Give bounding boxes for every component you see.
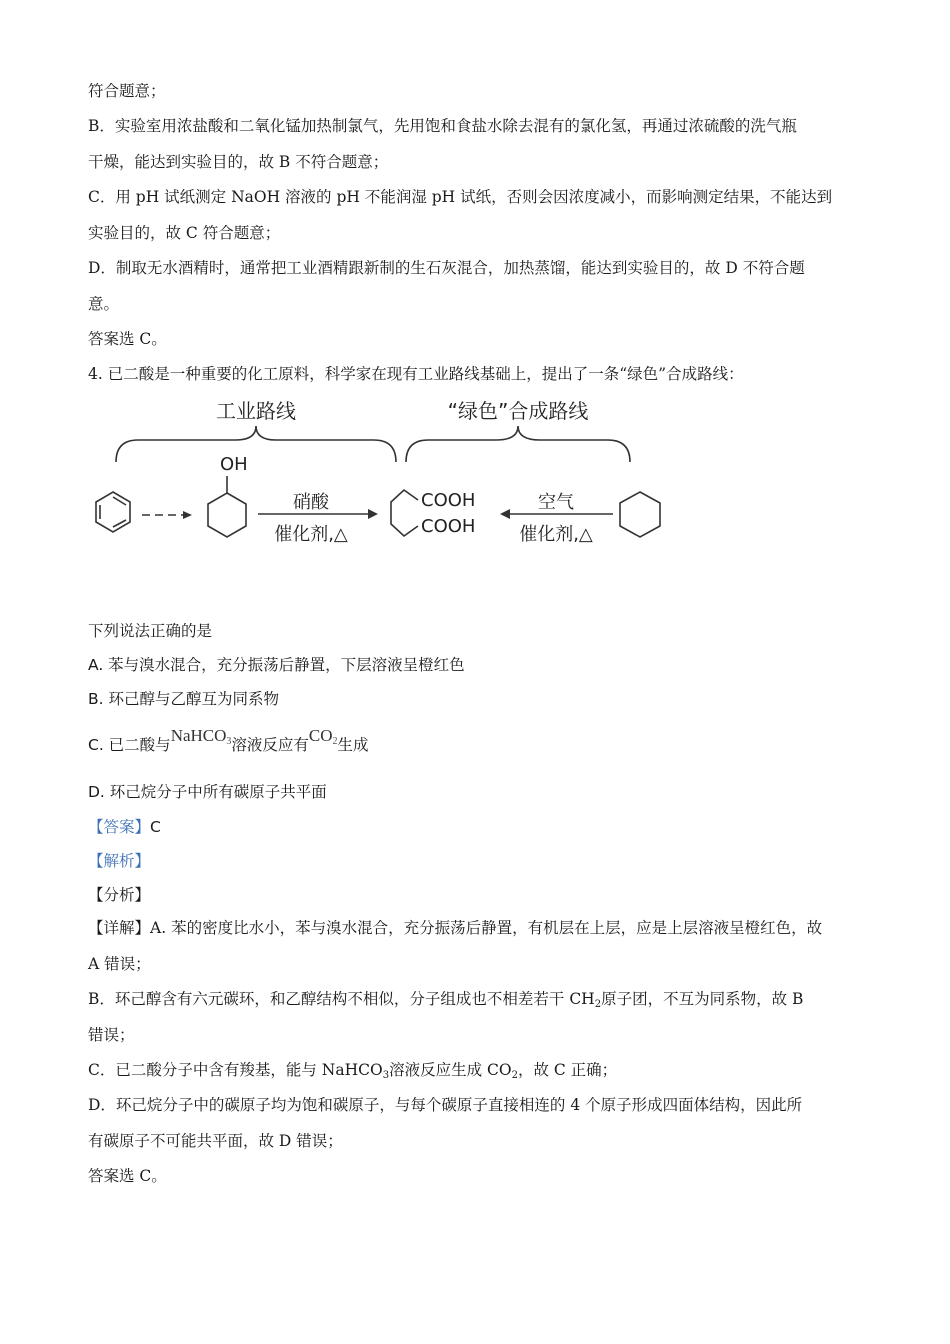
text-line: 答案选 C。 bbox=[88, 330, 167, 348]
text-line: C．用 pH 试纸测定 NaOH 溶液的 pH 不能润湿 pH 试纸，否则会因浓度减小，而影响测定结果，不能达到 bbox=[88, 188, 833, 206]
forward-arrow-head bbox=[368, 509, 378, 519]
fenxi-tag: 【分析】 bbox=[88, 886, 151, 904]
reagent-air: 空气 bbox=[538, 492, 574, 513]
answer-tag: 【答案】 bbox=[88, 818, 151, 836]
detail-b-line1: B．环己醇含有六元碳环，和乙醇结构不相似，分子组成也不相差若干 $CH_2$原子团，不互为同系物，故 B bbox=[88, 990, 804, 1010]
question-prompt: 下列说法正确的是 bbox=[88, 622, 213, 640]
detail-a-line1: 【详解】A. 苯的密度比水小，苯与溴水混合，充分振荡后静置，有机层在上层，应是上层溶液呈橙红色，故 bbox=[88, 919, 823, 937]
detail-d-line2: 有碳原子不可能共平面，故 D 错误； bbox=[88, 1132, 343, 1150]
adipic-acid-chain bbox=[391, 490, 418, 536]
question-stem: 4. 已二酸是一种重要的化工原料，科学家在现有工业路线基础上，提出了一条“绿色”合成路线： bbox=[88, 365, 744, 383]
final-answer: 答案选 C。 bbox=[88, 1167, 167, 1185]
oh-label: OH bbox=[220, 454, 248, 475]
cooh-bottom-label: COOH bbox=[421, 516, 476, 537]
text-line: 干燥，能达到实验目的，故 B 不符合题意； bbox=[88, 153, 389, 171]
option-c-part2: 溶液反应有 bbox=[231, 736, 309, 754]
option-c-formula-2: $CO_2$ bbox=[308, 726, 338, 747]
detail-b-line2: 错误； bbox=[88, 1026, 135, 1044]
text-line: 符合题意； bbox=[88, 82, 166, 100]
green-brace bbox=[406, 426, 630, 462]
option-c-formula-1: NaHCO$_3$ bbox=[170, 726, 232, 747]
option-c-part3: 生成 bbox=[337, 736, 369, 754]
catalyst-left-label: 催化剂,△ bbox=[274, 524, 348, 545]
option-c bbox=[88, 726, 369, 755]
text-line: B．实验室用浓盐酸和二氧化锰加热制氯气，先用饱和食盐水除去混有的氯化氢，再通过浓硫酸的洗气瓶 bbox=[88, 117, 797, 135]
option-b: B. 环己醇与乙醇互为同系物 bbox=[88, 690, 279, 708]
synthesis-route-diagram bbox=[86, 390, 676, 555]
backward-arrow-head bbox=[500, 509, 510, 519]
option-d: D. 环己烷分子中所有碳原子共平面 bbox=[88, 783, 327, 801]
option-a: A. 苯与溴水混合，充分振荡后静置，下层溶液呈橙红色 bbox=[88, 656, 465, 674]
cyclohexane-ring bbox=[620, 492, 660, 537]
detail-a-line2: A 错误； bbox=[88, 955, 151, 973]
benzene-ring bbox=[96, 492, 130, 532]
industrial-route-label: 工业路线 bbox=[216, 399, 296, 423]
answer-value: C bbox=[150, 818, 161, 836]
dashed-arrow-head bbox=[183, 511, 192, 519]
detail-d-line1: D．环己烷分子中的碳原子均为饱和碳原子，与每个碳原子直接相连的 4 个原子形成四面体结构，因此所 bbox=[88, 1096, 803, 1114]
industrial-brace bbox=[116, 426, 396, 462]
cyclohexanol-ring bbox=[208, 493, 246, 537]
detail-tag: 【详解】 bbox=[88, 919, 151, 937]
text-line: 实验目的，故 C 符合题意； bbox=[88, 224, 281, 242]
detail-c-line: C．已二酸分子中含有羧基，能与 NaHCO$_3$溶液反应生成 $CO_2$，故 C 正确； bbox=[88, 1061, 618, 1081]
cooh-top-label: COOH bbox=[421, 490, 476, 511]
option-c-part1: C. 已二酸与 bbox=[88, 736, 171, 754]
text-line: 意。 bbox=[88, 295, 120, 313]
catalyst-right-label: 催化剂,△ bbox=[519, 524, 593, 545]
analysis-tag: 【解析】 bbox=[88, 852, 151, 870]
text-line: D．制取无水酒精时，通常把工业酒精跟新制的生石灰混合，加热蒸馏，能达到实验目的，故 D 不符合题 bbox=[88, 259, 805, 277]
reagent-nitric-acid: 硝酸 bbox=[293, 492, 329, 513]
green-route-label: “绿色”合成路线 bbox=[447, 399, 589, 423]
answer-line bbox=[88, 817, 161, 837]
